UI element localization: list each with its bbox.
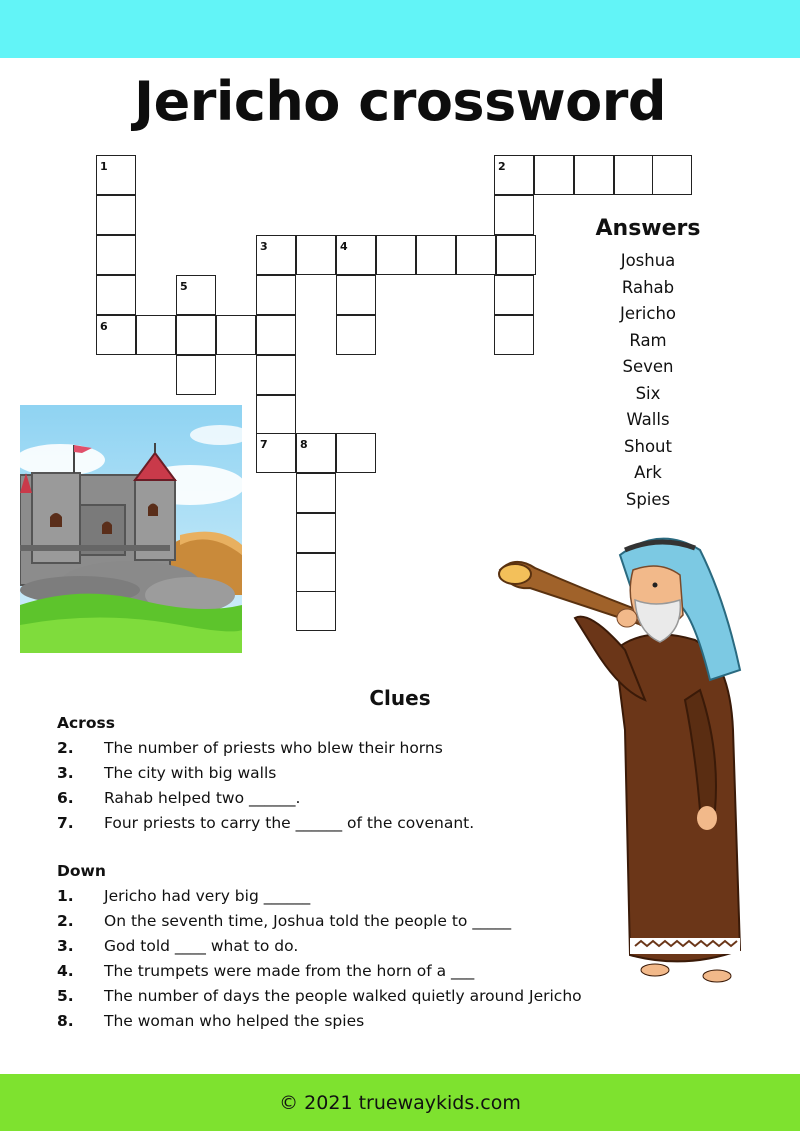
crossword-cell[interactable] (216, 315, 256, 355)
down-clue (57, 934, 298, 959)
down-clue (57, 909, 511, 934)
across-clue (57, 761, 276, 786)
down-heading: Down (57, 862, 106, 880)
clues-heading: Clues (369, 686, 431, 710)
answer-word: Shout (624, 436, 672, 456)
crossword-cell[interactable] (96, 195, 136, 235)
clue-text: The woman who helped the spies (104, 1012, 365, 1030)
across-clue (57, 736, 443, 761)
crossword-cell[interactable] (256, 355, 296, 395)
clue-num: 7. (57, 814, 74, 832)
crossword-cell[interactable] (256, 275, 296, 315)
man-with-horn-illustration (495, 530, 755, 1000)
crossword-cell[interactable] (296, 553, 336, 593)
clue-text: The number of days the people walked quietly around Jericho (104, 987, 582, 1005)
clue-text: God told ____ what to do. (104, 937, 299, 955)
crossword-cell[interactable] (256, 433, 296, 473)
clue-number: 3 (260, 240, 268, 253)
footer-copyright: © 2021 truewaykids.com (279, 1092, 521, 1114)
clue-text: Rahab helped two ______. (104, 789, 301, 807)
across-clue (57, 811, 474, 836)
down-clue (57, 984, 582, 1009)
answer-word: Ark (634, 463, 662, 482)
clue-num: 6. (57, 789, 74, 807)
crossword-cell[interactable] (456, 235, 496, 275)
clue-text: Jericho had very big ______ (104, 887, 311, 905)
crossword-cell[interactable] (494, 195, 534, 235)
crossword-cell[interactable] (176, 355, 216, 395)
crossword-cell[interactable] (336, 235, 376, 275)
clue-text: On the seventh time, Joshua told the people to _____ (104, 912, 512, 930)
clue-number: 7 (260, 438, 268, 451)
clue-text: The city with big walls (104, 764, 277, 782)
crossword-cell[interactable] (494, 275, 534, 315)
clue-number: 6 (100, 320, 108, 333)
crossword-cell[interactable] (376, 235, 416, 275)
crossword-cell[interactable] (176, 275, 216, 315)
crossword-cell[interactable] (176, 315, 216, 355)
crossword-cell[interactable] (256, 315, 296, 355)
clue-num: 1. (57, 887, 74, 905)
crossword-cell[interactable] (296, 513, 336, 553)
clue-number: 5 (180, 280, 188, 293)
answer-word: Six (635, 383, 661, 403)
clue-num: 5. (57, 987, 74, 1005)
crossword-cell[interactable] (96, 235, 136, 275)
across-heading: Across (57, 714, 115, 732)
down-clue (57, 884, 310, 909)
crossword-cell[interactable] (256, 395, 296, 435)
crossword-cell[interactable] (296, 591, 336, 631)
answer-word: Rahab (621, 277, 675, 297)
clue-num: 3. (57, 937, 74, 955)
crossword-cell[interactable] (256, 235, 296, 275)
crossword-cell[interactable] (96, 275, 136, 315)
answer-word: Seven (622, 357, 674, 376)
crossword-cell[interactable] (574, 155, 614, 195)
crossword-cell[interactable] (296, 235, 336, 275)
crossword-cell[interactable] (494, 315, 534, 355)
crossword-cell[interactable] (336, 315, 376, 355)
crossword-cell[interactable] (336, 275, 376, 315)
crossword-cell[interactable] (96, 315, 136, 355)
clue-number: 1 (100, 160, 108, 173)
crossword-cell[interactable] (614, 155, 654, 195)
clue-num: 8. (57, 1012, 74, 1030)
answers-heading: Answers (595, 216, 701, 241)
crossword-cell[interactable] (494, 155, 534, 195)
crossword-cell[interactable] (496, 235, 536, 275)
crossword-cell[interactable] (296, 473, 336, 513)
crossword-cell[interactable] (136, 315, 176, 355)
answer-word: Jericho (619, 304, 676, 323)
answers-list (568, 248, 728, 513)
down-clue (57, 959, 474, 984)
answer-word: Spies (625, 489, 671, 509)
crossword-cell[interactable] (296, 433, 336, 473)
answer-word: Ram (629, 330, 667, 350)
clue-text: Four priests to carry the ______ of the covenant. (104, 814, 475, 832)
across-clue (57, 786, 300, 811)
crossword-cell[interactable] (416, 235, 456, 275)
crossword-cell[interactable] (534, 155, 574, 195)
crossword-cell[interactable] (652, 155, 692, 195)
clue-number: 8 (300, 438, 308, 451)
clue-text: The trumpets were made from the horn of a ___ (104, 962, 475, 980)
answer-word: Walls (626, 410, 670, 429)
page-title: Jericho crossword (133, 70, 666, 133)
clue-number: 4 (340, 240, 348, 253)
clue-num: 3. (57, 764, 74, 782)
clue-num: 2. (57, 739, 74, 757)
castle-illustration (20, 405, 242, 653)
top-color-band (0, 0, 800, 58)
clue-number: 2 (498, 160, 506, 173)
clue-text: The number of priests who blew their horns (104, 739, 443, 757)
clue-num: 2. (57, 912, 74, 930)
down-clue (57, 1009, 364, 1034)
answer-word: Joshua (620, 251, 676, 270)
crossword-cell[interactable] (336, 433, 376, 473)
crossword-cell[interactable] (96, 155, 136, 195)
clue-num: 4. (57, 962, 74, 980)
